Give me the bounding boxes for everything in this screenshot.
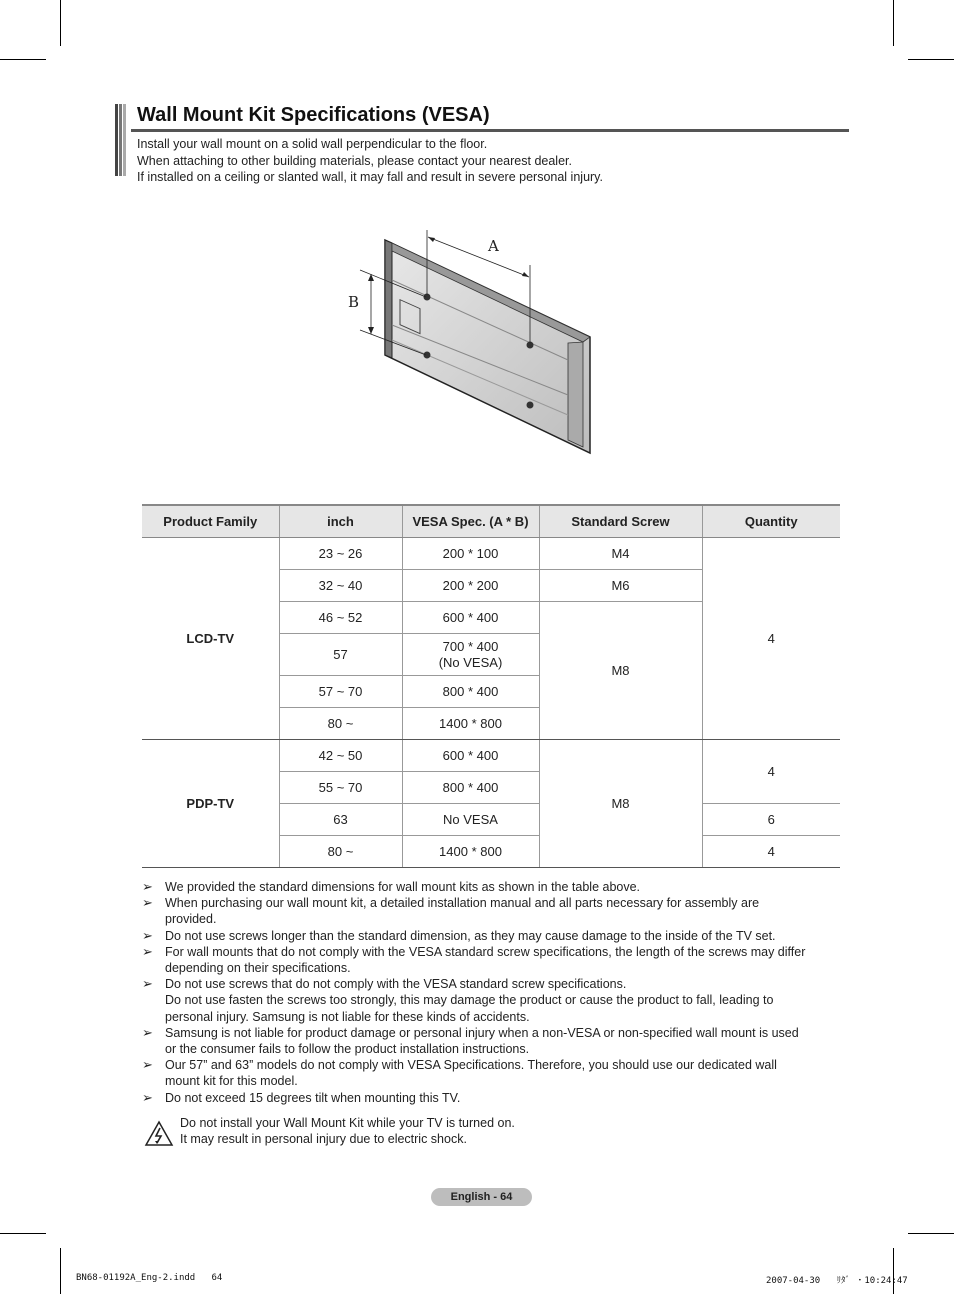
note-line: depending on their specifications. xyxy=(165,961,351,976)
inch-cell: 55 ~ 70 xyxy=(279,772,402,804)
note-item xyxy=(142,879,842,895)
arrow-bullet-icon: ➢ xyxy=(142,879,153,894)
arrow-bullet-icon: ➢ xyxy=(142,1089,153,1105)
note-item xyxy=(142,1057,842,1089)
footer-file-info: BN68-01192A_Eng-2.indd 64 xyxy=(76,1273,223,1283)
vesa-hole xyxy=(527,402,534,409)
table-row xyxy=(142,740,840,772)
arrow-bullet-icon: ➢ xyxy=(142,1024,153,1040)
crop-mark xyxy=(60,1248,61,1294)
vesa-spec-table xyxy=(142,504,840,868)
vesa-cell: 600 * 400 xyxy=(402,740,539,772)
vesa-cell: 600 * 400 xyxy=(402,602,539,634)
note-line: personal injury. Samsung is not liable for these kinds of accidents. xyxy=(165,1009,530,1024)
table-header-row xyxy=(142,505,840,538)
arrow-bullet-icon: ➢ xyxy=(142,927,153,943)
product-family-cell: PDP-TV xyxy=(142,740,279,868)
intro-line: When attaching to other building materials, please contact your nearest dealer. xyxy=(137,153,572,168)
vesa-cell: 800 * 400 xyxy=(402,772,539,804)
note-item xyxy=(142,895,842,927)
column-header: Standard Screw xyxy=(539,505,702,538)
screw-cell: M8 xyxy=(539,602,702,740)
vesa-cell: 200 * 100 xyxy=(402,538,539,570)
note-line: mount kit for this model. xyxy=(165,1074,298,1089)
note-line: provided. xyxy=(165,912,217,927)
crop-mark xyxy=(0,59,46,60)
note-item xyxy=(142,928,842,944)
page-number-badge: English - 64 xyxy=(431,1188,532,1206)
column-header: Product Family xyxy=(142,505,279,538)
column-header: VESA Spec. (A * B) xyxy=(402,505,539,538)
crop-mark xyxy=(893,1248,894,1294)
vesa-cell: 200 * 200 xyxy=(402,570,539,602)
vesa-value: 700 * 400 xyxy=(442,638,499,654)
table-row xyxy=(142,538,840,570)
quantity-cell: 4 xyxy=(702,740,840,804)
quantity-cell: 4 xyxy=(702,836,840,868)
note-item xyxy=(142,1025,842,1057)
inch-cell: 57 xyxy=(279,634,402,676)
inch-cell: 32 ~ 40 xyxy=(279,570,402,602)
quantity-cell: 6 xyxy=(702,804,840,836)
arrow-bullet-icon: ➢ xyxy=(142,895,153,911)
inch-cell: 42 ~ 50 xyxy=(279,740,402,772)
inch-cell: 80 ~ xyxy=(279,708,402,740)
electric-shock-warning-icon xyxy=(144,1120,174,1148)
note-line: We provided the standard dimensions for wall mount kits as shown in the table above. xyxy=(165,880,641,894)
vesa-cell: No VESA xyxy=(402,804,539,836)
arrow-bullet-icon: ➢ xyxy=(142,943,153,959)
note-line: Do not use screws that do not comply with the VESA standard screw specifications. xyxy=(165,977,627,992)
vesa-note: (No VESA) xyxy=(438,654,503,670)
warning-text xyxy=(180,1115,515,1147)
note-line: Do not use fasten the screws too strongly, this may damage the product or cause the product to fall, leading to xyxy=(165,993,774,1008)
crop-mark xyxy=(60,0,61,46)
quantity-cell: 4 xyxy=(702,538,840,740)
crop-mark xyxy=(908,59,954,60)
inch-cell: 80 ~ xyxy=(279,836,402,868)
note-line: Do not exceed 15 degrees tilt when mounting this TV. xyxy=(165,1090,461,1105)
title-divider xyxy=(131,129,849,132)
note-line: or the consumer fails to follow the product installation instructions. xyxy=(165,1042,530,1057)
screw-cell: M4 xyxy=(539,538,702,570)
note-item xyxy=(142,976,842,1025)
vesa-cell: 800 * 400 xyxy=(402,676,539,708)
inch-cell: 57 ~ 70 xyxy=(279,676,402,708)
screw-cell: M8 xyxy=(539,740,702,868)
dimension-label-a: A xyxy=(488,237,499,255)
note-line: When purchasing our wall mount kit, a detailed installation manual and all parts necessary for assembly are xyxy=(165,896,760,911)
note-item xyxy=(142,1090,842,1106)
crop-mark xyxy=(893,0,894,46)
intro-line: If installed on a ceiling or slanted wall, it may fall and result in severe personal injury. xyxy=(137,170,603,184)
page-title: Wall Mount Kit Specifications (VESA) xyxy=(137,104,490,126)
inch-cell: 23 ~ 26 xyxy=(279,538,402,570)
inch-cell: 46 ~ 52 xyxy=(279,602,402,634)
note-line: Do not use screws longer than the standard dimension, as they may cause damage to the inside of the TV set. xyxy=(165,928,776,943)
product-family-cell: LCD-TV xyxy=(142,538,279,740)
arrow-bullet-icon: ➢ xyxy=(142,976,153,992)
note-line: Our 57” and 63” models do not comply with VESA Specifications. Therefore, you should use our dedicated wall xyxy=(165,1058,777,1073)
intro-line: Install your wall mount on a solid wall perpendicular to the floor. xyxy=(137,137,488,151)
note-line: For wall mounts that do not comply with the VESA standard screw specifications, the length of the screws may differ xyxy=(165,944,806,959)
vesa-cell xyxy=(402,634,539,676)
crop-mark xyxy=(0,1233,46,1234)
notes-list xyxy=(142,879,842,1106)
title-accent-bar xyxy=(115,104,127,176)
intro-text xyxy=(137,136,603,186)
crop-mark xyxy=(908,1233,954,1234)
warning-line: It may result in personal injury due to electric shock. xyxy=(180,1132,467,1147)
vesa-cell: 1400 * 800 xyxy=(402,836,539,868)
note-line: Samsung is not liable for product damage or personal injury when a non-VESA or non-specified wall mount is used xyxy=(165,1025,799,1040)
screw-cell: M6 xyxy=(539,570,702,602)
warning-line: Do not install your Wall Mount Kit while your TV is turned on. xyxy=(180,1116,515,1130)
footer-timestamp: 2007-04-30 ﾘﾀﾞ ・10:24:47 xyxy=(766,1276,908,1286)
dimension-label-b: B xyxy=(348,293,360,311)
column-header: inch xyxy=(279,505,402,538)
vesa-hole xyxy=(424,352,431,359)
inch-cell: 63 xyxy=(279,804,402,836)
tv-back-diagram xyxy=(340,225,610,470)
arrow-bullet-icon: ➢ xyxy=(142,1057,153,1073)
column-header: Quantity xyxy=(702,505,840,538)
note-item xyxy=(142,944,842,976)
vesa-cell: 1400 * 800 xyxy=(402,708,539,740)
